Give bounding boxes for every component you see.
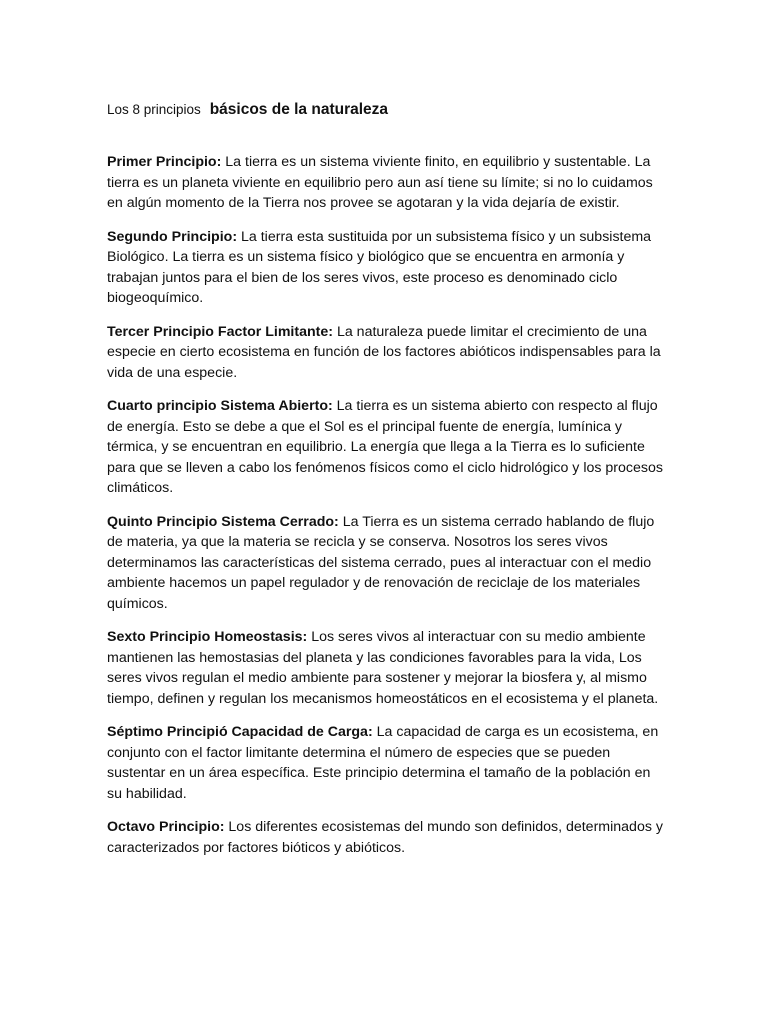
principle-text: Los diferentes ecosistemas del mundo son definidos, determinados y caracterizados por factores bióticos y abióticos.: [107, 819, 663, 856]
document-title-prefix: Los 8 principios: [107, 102, 201, 117]
principle-text: La tierra esta sustituida por un subsistema físico y un subsistema Biológico. La tierra es un sistema físico y biológico que se encuentra en armonía y trabajan juntos para el bien de los seres vivos, este proceso es denominado ciclo biogeoquímico.: [107, 228, 652, 306]
principle-label: Segundo Principio:: [107, 228, 238, 245]
principle-paragraph-5: [107, 512, 667, 615]
document-page: [107, 92, 667, 871]
principle-text: La tierra es un sistema abierto con respecto al flujo de energía. Esto se debe a que el Sol es el principal fuente de energía, lumínica y térmica, y se encuentran en equilibrio. La energía que llega a la Tierra es lo suficiente para que se lleven a cabo los fenómenos físicos como el ciclo hidrológico y los procesos climáticos.: [107, 398, 663, 496]
principle-text: Los seres vivos al interactuar con su medio ambiente mantienen las hemostasias del planeta y las condiciones favorables para la vida, Los seres vivos regulan el medio ambiente para sostener y mejorar la biosfera y, al mismo tiempo, definen y regulan los mecanismos homeostáticos en el ecosistema y el planeta.: [107, 629, 659, 707]
principle-paragraph-7: [107, 722, 667, 804]
principle-paragraph-3: [107, 322, 667, 384]
principle-label: Séptimo Principió Capacidad de Carga:: [107, 724, 373, 740]
principle-paragraph-1: [107, 152, 667, 214]
principle-text: La capacidad de carga es un ecosistema, en conjunto con el factor limitante determina el número de especies que se pueden sustentar en un área específica. Este principio determina el tamaño de la población en su habilidad.: [107, 724, 659, 802]
principle-paragraph-4: [107, 396, 667, 499]
principle-text: La naturaleza puede limitar el crecimiento de una especie en cierto ecosistema en función de los factores abióticos indispensables para la vida de una especie.: [107, 323, 661, 381]
principle-label: Quinto Principio Sistema Cerrado:: [107, 513, 339, 530]
principle-paragraph-2: [107, 227, 667, 309]
principle-text: La Tierra es un sistema cerrado hablando de flujo de materia, ya que la materia se recicla y se conserva. Nosotros los seres vivos determinamos las características del sistema cerrado, pues al interactuar con el medio ambiente hacemos un papel regulador y de renovación de reciclaje de los materiales químicos.: [107, 513, 655, 612]
principle-text: La tierra es un sistema viviente finito, en equilibrio y sustentable. La tierra es un planeta viviente en equilibrio pero aun así tiene su límite; si no lo cuidamos en algún momento de la Tierra nos provee se agotaran y la vida dejaría de existir.: [107, 154, 653, 211]
principle-paragraph-6: [107, 627, 667, 709]
document-title: [107, 92, 667, 121]
principle-label: Sexto Principio Homeostasis:: [107, 629, 308, 645]
principle-paragraph-8: [107, 817, 667, 858]
principle-label: Primer Principio:: [107, 154, 222, 170]
document-title-main: básicos de la naturaleza: [209, 101, 389, 118]
principle-label: Tercer Principio Factor Limitante:: [107, 323, 333, 340]
principle-label: Cuarto principio Sistema Abierto:: [107, 398, 333, 414]
principle-label: Octavo Principio:: [107, 819, 225, 835]
